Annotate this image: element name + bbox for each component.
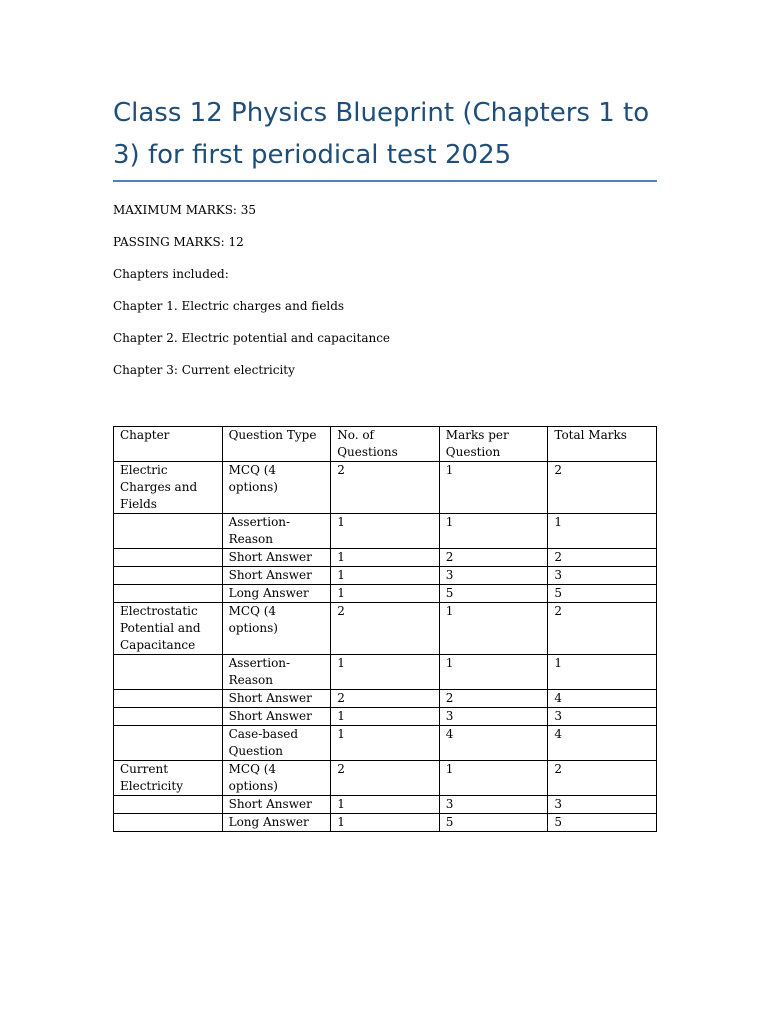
cell-question-type: Short Answer: [222, 549, 331, 567]
chapter-3-text: Chapter 3: Current electricity: [113, 363, 295, 377]
cell-marks-per-question: 3: [439, 796, 548, 814]
table-row: [114, 655, 657, 690]
table-row: [114, 462, 657, 514]
cell-marks-per-question: 1: [439, 761, 548, 796]
cell-chapter: Current Electricity: [114, 761, 223, 796]
table-header-row: [114, 427, 657, 462]
cell-chapter: [114, 796, 223, 814]
cell-total-marks: 4: [548, 690, 657, 708]
table-row: [114, 726, 657, 761]
cell-question-type: Short Answer: [222, 796, 331, 814]
cell-total-marks: 2: [548, 549, 657, 567]
header-no-of-questions: No. of Questions: [331, 427, 440, 462]
cell-question-type: Long Answer: [222, 585, 331, 603]
passing-marks-text: PASSING MARKS: 12: [113, 235, 244, 249]
cell-total-marks: 2: [548, 462, 657, 514]
cell-no-of-questions: 1: [331, 585, 440, 603]
cell-total-marks: 4: [548, 726, 657, 761]
cell-marks-per-question: 5: [439, 814, 548, 832]
header-marks-per-question: Marks per Question: [439, 427, 548, 462]
table-row: [114, 585, 657, 603]
cell-chapter: Electrostatic Potential and Capacitance: [114, 603, 223, 655]
table-row: [114, 690, 657, 708]
header-chapter: Chapter: [114, 427, 223, 462]
cell-chapter: [114, 585, 223, 603]
chapter-1-text: Chapter 1. Electric charges and fields: [113, 299, 345, 313]
cell-no-of-questions: 1: [331, 708, 440, 726]
cell-chapter: Electric Charges and Fields: [114, 462, 223, 514]
cell-question-type: Short Answer: [222, 708, 331, 726]
table-row: [114, 814, 657, 832]
cell-chapter: [114, 814, 223, 832]
cell-question-type: Short Answer: [222, 567, 331, 585]
cell-marks-per-question: 1: [439, 462, 548, 514]
cell-question-type: Short Answer: [222, 690, 331, 708]
cell-question-type: MCQ (4 options): [222, 603, 331, 655]
cell-question-type: MCQ (4 options): [222, 761, 331, 796]
cell-question-type: Assertion-Reason: [222, 655, 331, 690]
cell-no-of-questions: 1: [331, 549, 440, 567]
chapter-2-text: Chapter 2. Electric potential and capacitance: [113, 331, 391, 345]
cell-total-marks: 5: [548, 585, 657, 603]
cell-no-of-questions: 2: [331, 462, 440, 514]
cell-no-of-questions: 2: [331, 690, 440, 708]
cell-no-of-questions: 1: [331, 567, 440, 585]
cell-no-of-questions: 1: [331, 796, 440, 814]
cell-chapter: [114, 708, 223, 726]
page-title: Class 12 Physics Blueprint (Chapters 1 to 3) for first periodical test 2025: [113, 98, 650, 170]
cell-question-type: Case-based Question: [222, 726, 331, 761]
cell-no-of-questions: 1: [331, 814, 440, 832]
table-row: [114, 708, 657, 726]
cell-total-marks: 1: [548, 514, 657, 549]
cell-total-marks: 3: [548, 796, 657, 814]
cell-chapter: [114, 655, 223, 690]
cell-chapter: [114, 690, 223, 708]
blueprint-table: [113, 426, 657, 832]
cell-total-marks: 2: [548, 603, 657, 655]
cell-marks-per-question: 1: [439, 514, 548, 549]
table-row: [114, 567, 657, 585]
header-question-type: Question Type: [222, 427, 331, 462]
cell-question-type: Long Answer: [222, 814, 331, 832]
cell-question-type: MCQ (4 options): [222, 462, 331, 514]
table-row: [114, 603, 657, 655]
cell-marks-per-question: 2: [439, 690, 548, 708]
cell-total-marks: 2: [548, 761, 657, 796]
table-row: [114, 514, 657, 549]
cell-no-of-questions: 2: [331, 761, 440, 796]
cell-no-of-questions: 1: [331, 655, 440, 690]
cell-marks-per-question: 2: [439, 549, 548, 567]
table-row: [114, 761, 657, 796]
cell-marks-per-question: 3: [439, 567, 548, 585]
cell-no-of-questions: 1: [331, 726, 440, 761]
cell-chapter: [114, 726, 223, 761]
cell-total-marks: 3: [548, 567, 657, 585]
table-row: [114, 796, 657, 814]
table-row: [114, 549, 657, 567]
cell-question-type: Assertion-Reason: [222, 514, 331, 549]
cell-no-of-questions: 1: [331, 514, 440, 549]
cell-total-marks: 5: [548, 814, 657, 832]
cell-chapter: [114, 549, 223, 567]
cell-total-marks: 1: [548, 655, 657, 690]
header-total-marks: Total Marks: [548, 427, 657, 462]
max-marks-text: MAXIMUM MARKS: 35: [113, 203, 257, 217]
title-underline: [113, 180, 657, 182]
cell-no-of-questions: 2: [331, 603, 440, 655]
cell-marks-per-question: 5: [439, 585, 548, 603]
cell-marks-per-question: 4: [439, 726, 548, 761]
cell-marks-per-question: 1: [439, 603, 548, 655]
cell-total-marks: 3: [548, 708, 657, 726]
chapters-included-heading: Chapters included:: [113, 267, 229, 281]
cell-marks-per-question: 3: [439, 708, 548, 726]
cell-chapter: [114, 567, 223, 585]
cell-marks-per-question: 1: [439, 655, 548, 690]
cell-chapter: [114, 514, 223, 549]
